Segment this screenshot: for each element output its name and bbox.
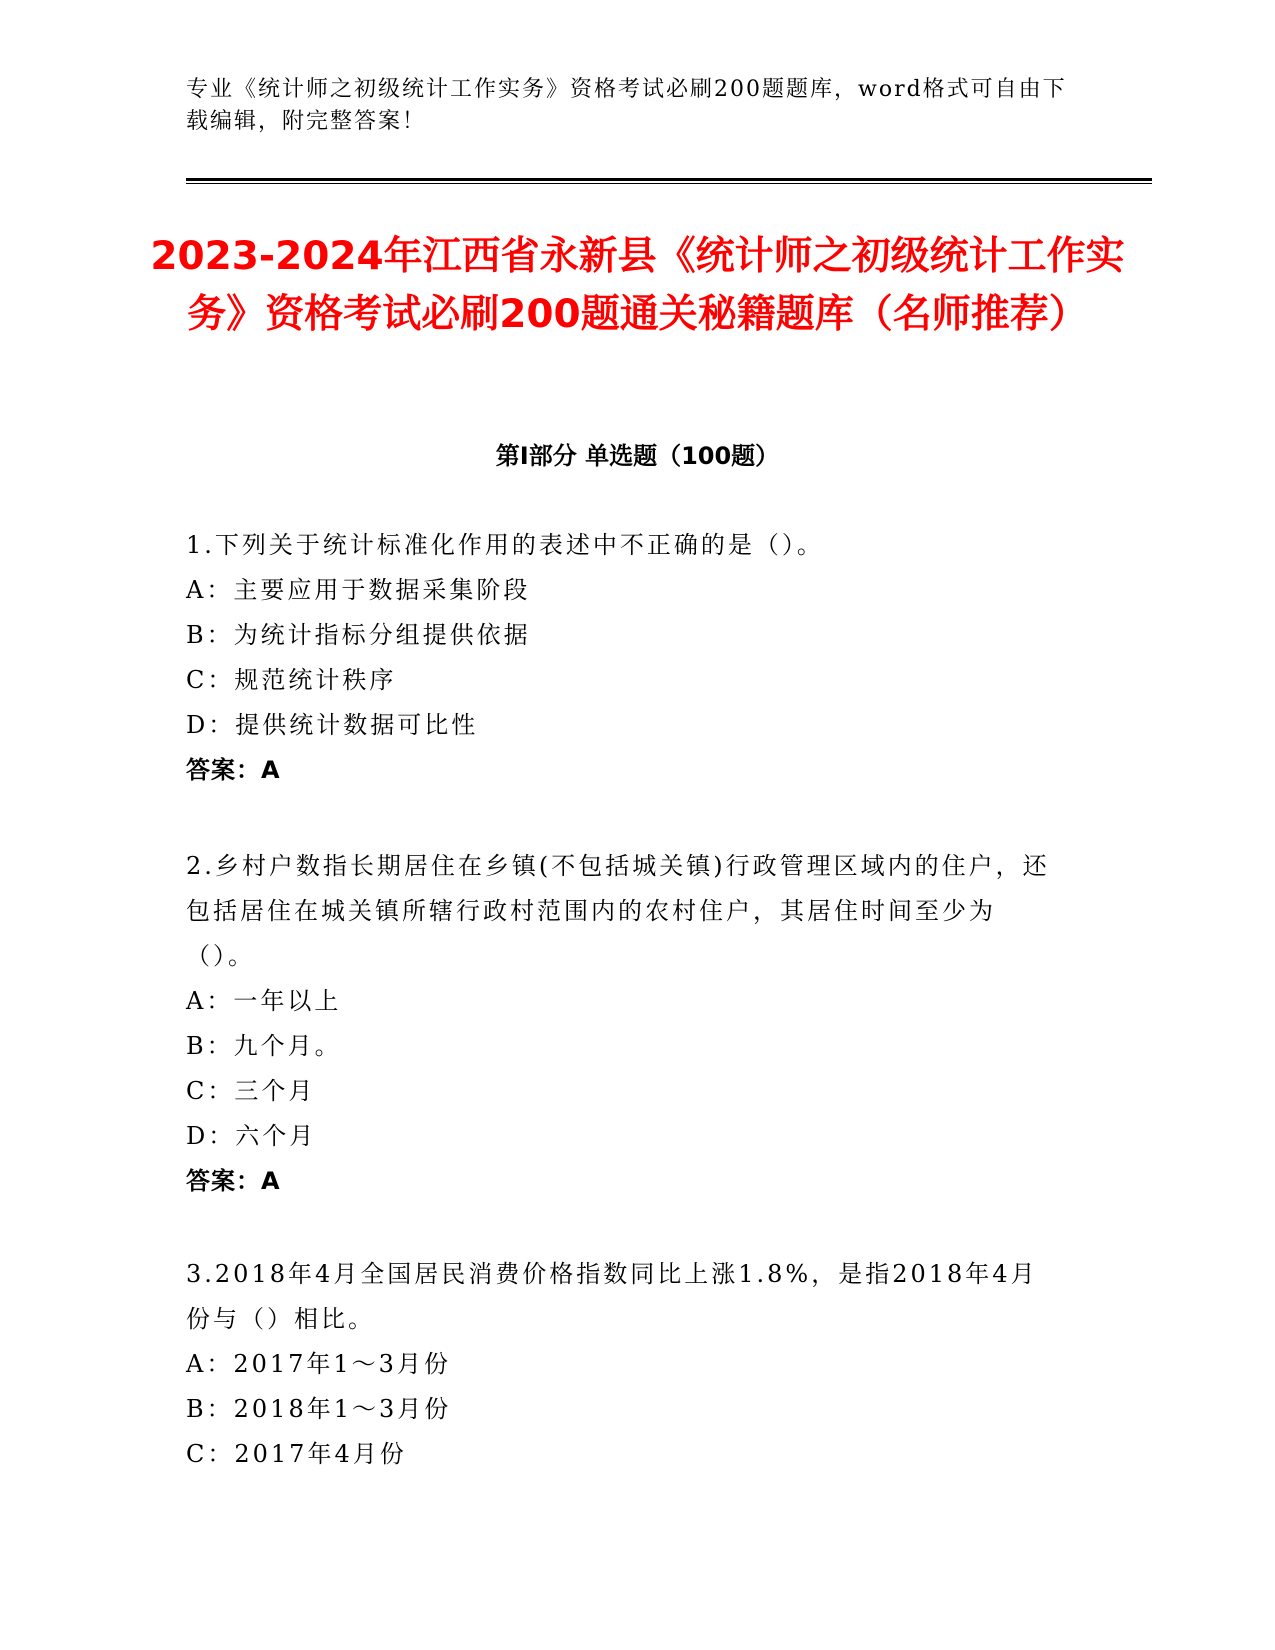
- question-stem: 2.乡村户数指长期居住在乡镇(不包括城关镇)行政管理区域内的住户，还包括居住在城关镇所辖行政村范围内的农村住户，其居住时间至少为（）。: [186, 852, 1050, 970]
- option-b: B：九个月。: [186, 1032, 342, 1060]
- option-a: A：主要应用于数据采集阶段: [186, 576, 531, 604]
- option-c: C：2017年4月份: [186, 1440, 407, 1468]
- option-c: C：规范统计秩序: [186, 666, 397, 694]
- header-note: 专业《统计师之初级统计工作实务》资格考试必刷200题题库，word格式可自由下载编辑，附完整答案！: [186, 77, 1067, 134]
- answer: 答案：A: [186, 756, 281, 784]
- option-a: A：2017年1～3月份: [186, 1350, 451, 1378]
- question-2: [186, 844, 1056, 1204]
- question-1: [186, 523, 1056, 793]
- question-3: [186, 1252, 1056, 1477]
- header-divider-thin: [186, 183, 1152, 184]
- option-a: A：一年以上: [186, 987, 342, 1015]
- option-d: D：六个月: [186, 1122, 317, 1150]
- option-d: D：提供统计数据可比性: [186, 711, 479, 739]
- option-b: B：为统计指标分组提供依据: [186, 621, 531, 649]
- header-divider-thick: [186, 178, 1152, 181]
- option-c: C：三个月: [186, 1077, 316, 1105]
- document-title: 2023-2024年江西省永新县《统计师之初级统计工作实务》资格考试必刷200题通关秘籍题库（名师推荐）: [150, 234, 1125, 337]
- option-b: B：2018年1～3月份: [186, 1395, 452, 1423]
- section-heading: 第Ⅰ部分 单选题（100题）: [495, 442, 780, 470]
- answer: 答案：A: [186, 1167, 281, 1195]
- question-stem: 3.2018年4月全国居民消费价格指数同比上涨1.8%，是指2018年4月份与（）相比。: [186, 1260, 1038, 1333]
- question-stem: 1.下列关于统计标准化作用的表述中不正确的是（）。: [186, 531, 824, 559]
